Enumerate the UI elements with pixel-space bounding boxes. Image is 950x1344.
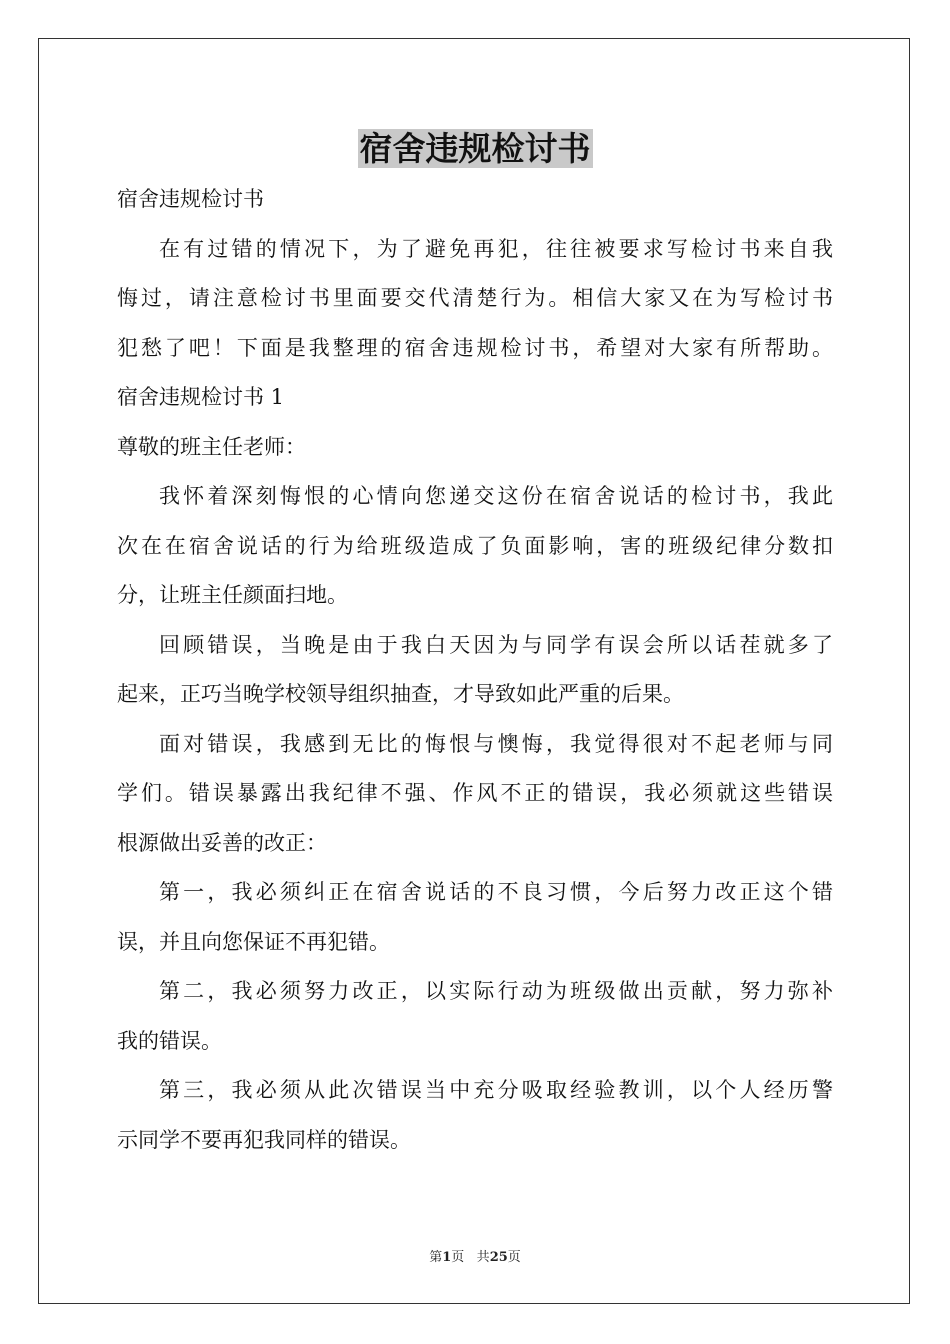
text-line: 起来，正巧当晚学校领导组织抽查，才导致如此严重的后果。 — [117, 682, 684, 706]
text-line: 误，并且向您保证不再犯错。 — [117, 929, 390, 954]
footer-total-pages: 25 — [489, 1250, 508, 1265]
text-line: 面对错误，我感到无比的悔恨与懊悔，我觉得很对不起老师与同 — [159, 731, 833, 756]
text-line: 第三，我必须从此次错误当中充分吸取经验教训，以个人经历警 — [159, 1078, 833, 1102]
footer-total-prefix: 共 — [476, 1250, 490, 1265]
footer-page-suffix: 页 — [451, 1250, 465, 1265]
text-line: 第二，我必须努力改正，以实际行动为班级做出贡献，努力弥补 — [159, 979, 833, 1003]
text-line: 第一，我必须纠正在宿舍说话的不良习惯，今后努力改正这个错 — [159, 880, 833, 904]
text-line: 尊敬的班主任老师： — [117, 434, 306, 459]
text-line: 次在在宿舍说话的行为给班级造成了负面影响，害的班级纪律分数扣 — [117, 533, 833, 558]
footer-total-suffix: 页 — [507, 1250, 521, 1265]
document-title-text: 宿舍违规检讨书 — [359, 129, 591, 168]
document-body — [117, 175, 833, 1165]
text-line: 回顾错误，当晚是由于我白天因为与同学有误会所以话茬就多了 — [159, 632, 833, 657]
text-line: 分，让班主任颜面扫地。 — [117, 583, 348, 607]
text-line: 宿舍违规检讨书 — [117, 187, 264, 211]
text-line: 犯愁了吧！下面是我整理的宿舍违规检讨书，希望对大家有所帮助。 — [117, 335, 833, 360]
text-line: 根源做出妥善的改正： — [117, 830, 327, 855]
page-footer — [0, 1246, 950, 1265]
text-line: 学们。错误暴露出我纪律不强、作风不正的错误，我必须就这些错误 — [117, 781, 833, 805]
text-line: 我怀着深刻悔恨的心情向您递交这份在宿舍说话的检讨书，我此 — [159, 484, 833, 508]
text-line: 我的错误。 — [117, 1028, 222, 1053]
text-line: 在有过错的情况下，为了避免再犯，往往被要求写检讨书来自我 — [159, 236, 833, 261]
text-line: 宿舍违规检讨书 1 — [117, 385, 285, 409]
footer-page-prefix: 第 — [429, 1250, 443, 1265]
document-title — [0, 127, 950, 171]
text-line: 示同学不要再犯我同样的错误。 — [117, 1127, 411, 1152]
footer-page-number: 1 — [442, 1250, 452, 1265]
text-line: 悔过，请注意检讨书里面要交代清楚行为。相信大家又在为写检讨书 — [117, 286, 833, 310]
